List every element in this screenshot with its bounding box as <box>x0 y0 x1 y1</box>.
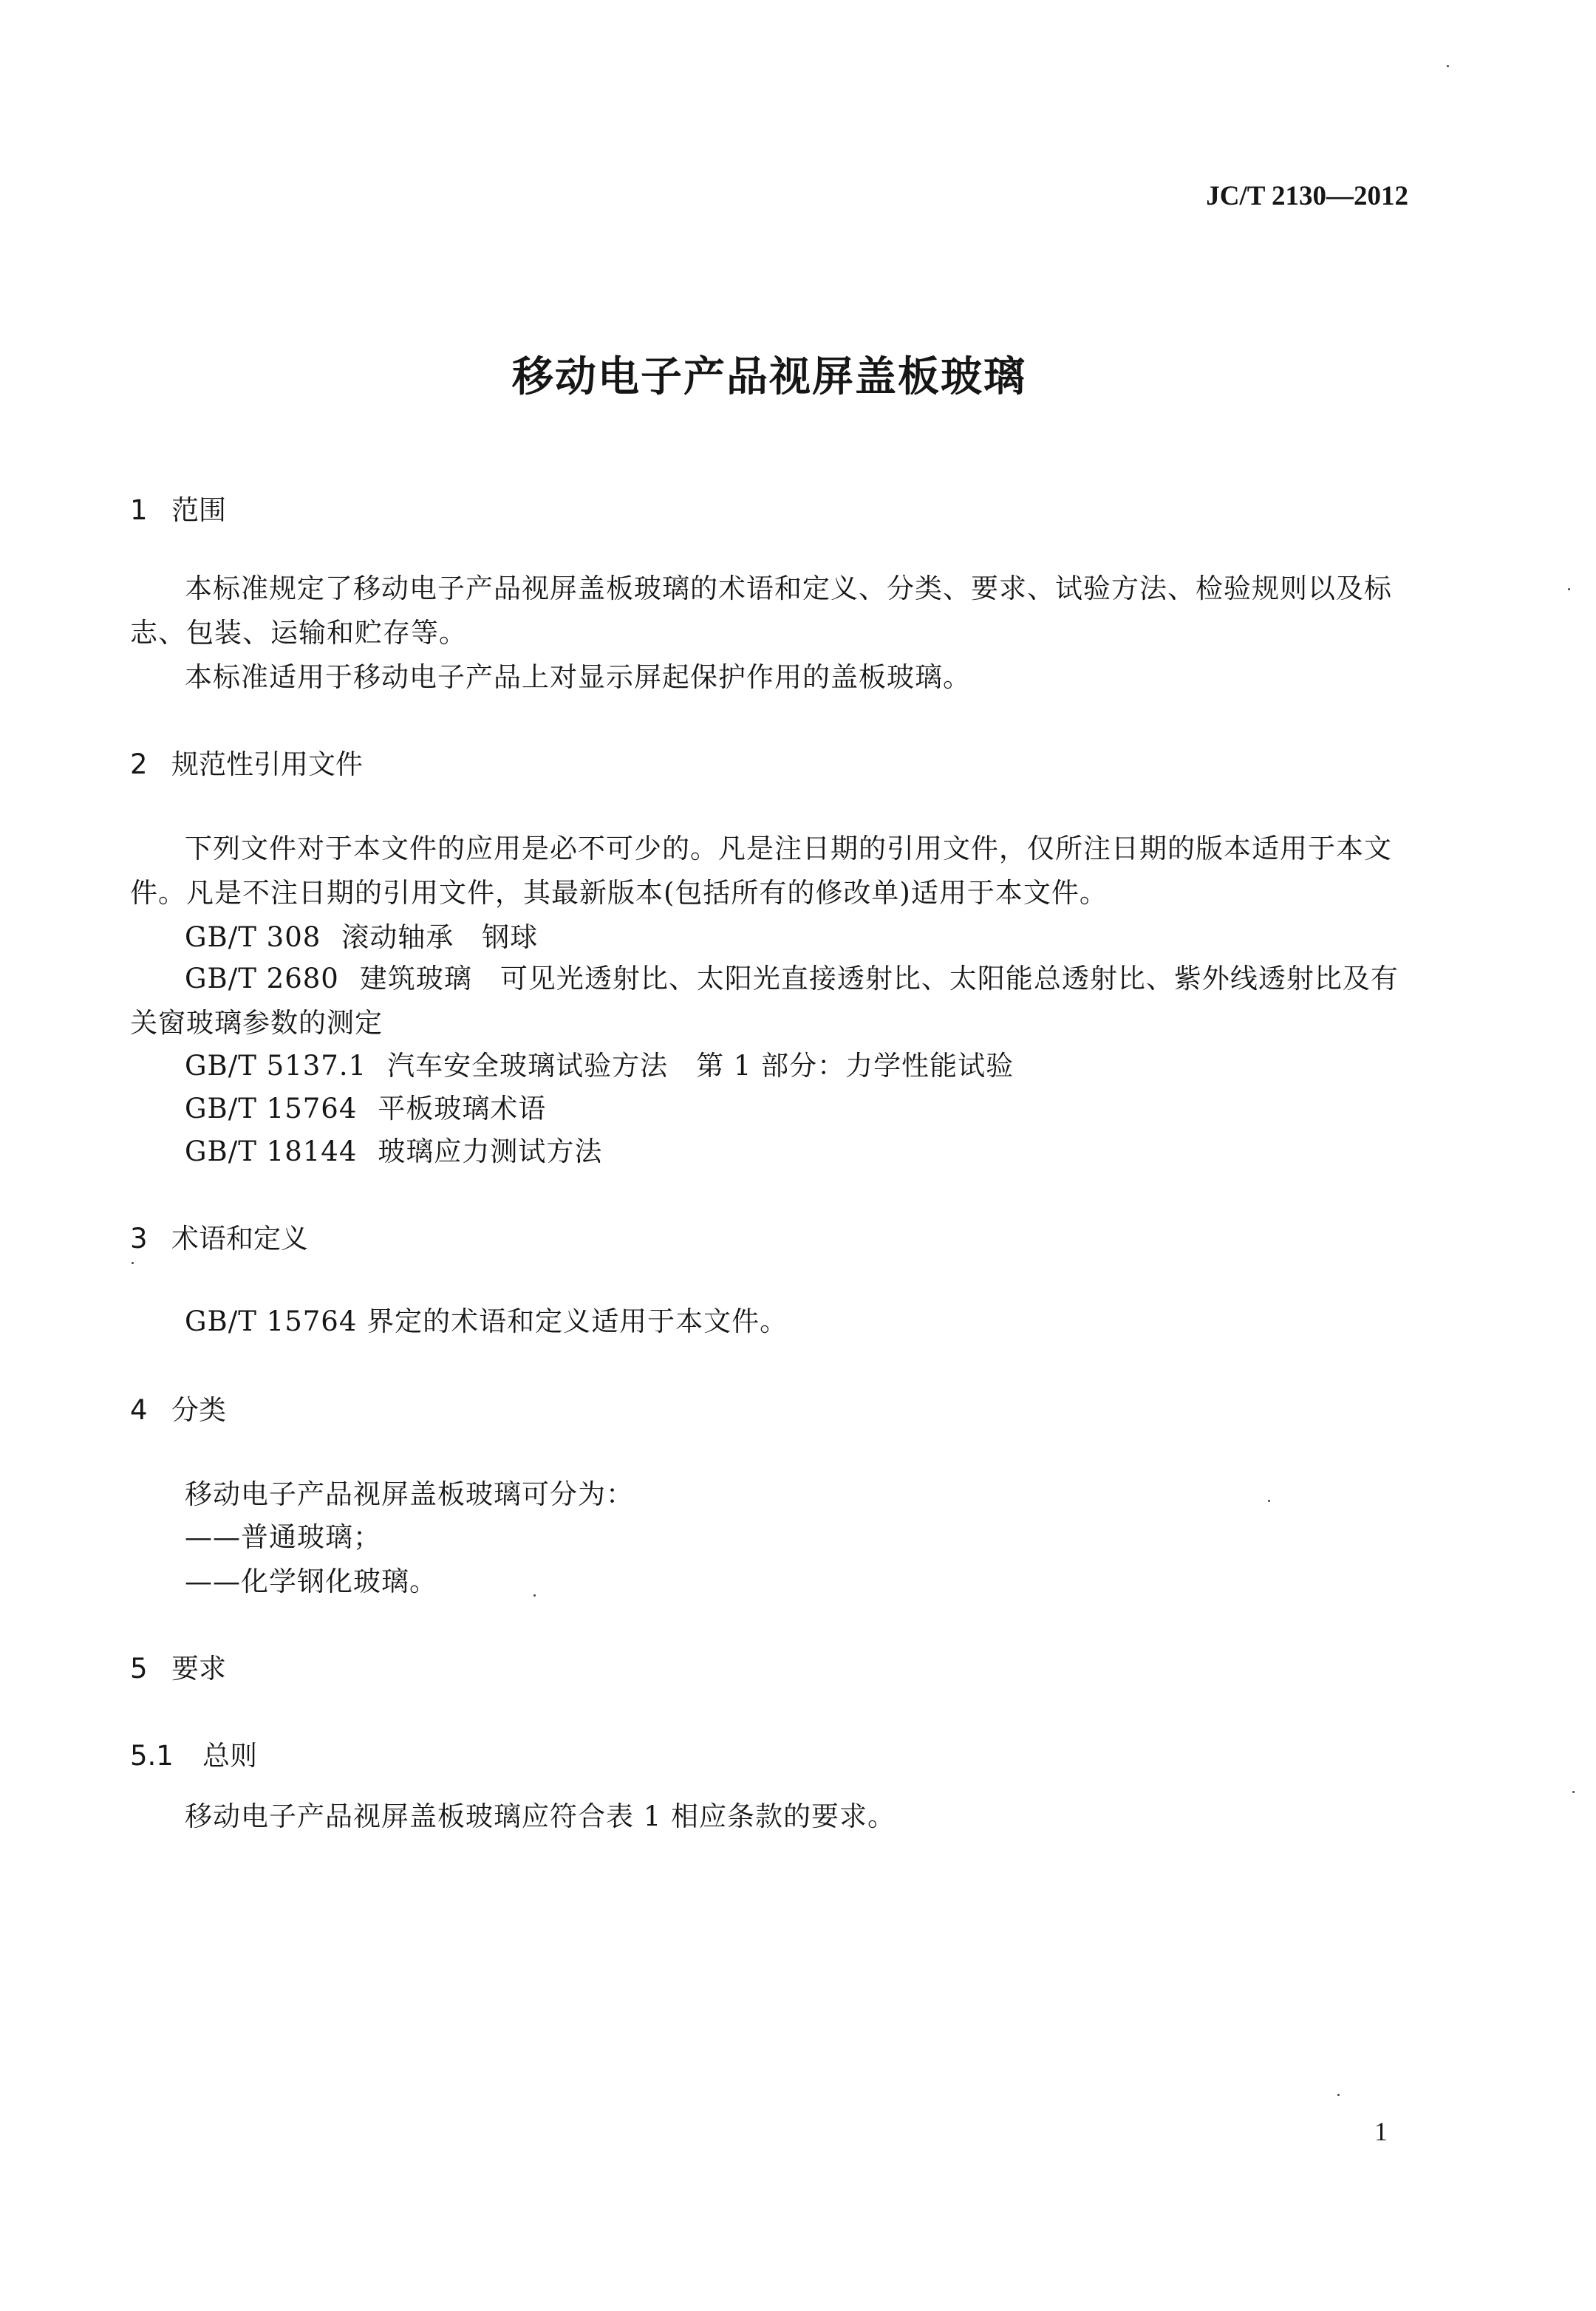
section-title: 规范性引用文件 <box>171 748 363 780</box>
reference-title: 建筑玻璃 可见光透射比、太阳光直接透射比、太阳能总透射比、紫外线透射比及有 <box>359 963 1399 994</box>
reference-title-continued: 关窗玻璃参数的测定 <box>130 1007 383 1039</box>
reference-title: 滚动轴承 钢球 <box>341 921 539 953</box>
document-title: 移动电子产品视屏盖板玻璃 <box>512 353 1026 401</box>
paragraph: 本标准规定了移动电子产品视屏盖板玻璃的术语和定义、分类、要求、试验方法、检验规则以及标 <box>185 573 1392 604</box>
list-item: ——普通玻璃； <box>185 1521 381 1553</box>
section-title: 术语和定义 <box>171 1223 308 1255</box>
reference-item <box>185 1129 602 1169</box>
paragraph: 志、包装、运输和贮存等。 <box>130 617 467 649</box>
section-number: 1 <box>130 494 148 526</box>
reference-item <box>185 956 1399 996</box>
paragraph: 件。凡是不注日期的引用文件，其最新版本(包括所有的修改单)适用于本文件。 <box>130 877 1108 909</box>
scan-speck <box>1337 2094 1340 2096</box>
section-heading-terms <box>130 1216 308 1256</box>
list-item: ——化学钢化玻璃。 <box>185 1566 437 1597</box>
paragraph: GB/T 15764 界定的术语和定义适用于本文件。 <box>185 1305 788 1337</box>
section-heading-requirements <box>130 1646 226 1686</box>
page-number: 1 <box>1374 2117 1388 2146</box>
reference-code: GB/T 308 <box>185 921 321 953</box>
subsection-title: 总则 <box>202 1740 257 1772</box>
scan-speck <box>1268 1500 1270 1502</box>
scan-speck <box>132 1262 134 1264</box>
scan-speck <box>533 1594 536 1597</box>
reference-code: GB/T 15764 <box>185 1093 358 1124</box>
reference-title: 汽车安全玻璃试验方法 第 1 部分：力学性能试验 <box>387 1050 1014 1082</box>
scan-speck <box>1572 1791 1575 1793</box>
paragraph: 移动电子产品视屏盖板玻璃可分为： <box>185 1478 634 1510</box>
section-title: 分类 <box>171 1394 226 1426</box>
paragraph: 移动电子产品视屏盖板玻璃应符合表 1 相应条款的要求。 <box>185 1800 896 1832</box>
section-number: 2 <box>130 748 148 780</box>
scan-speck <box>1447 65 1449 67</box>
reference-code: GB/T 18144 <box>185 1136 358 1167</box>
section-number: 3 <box>130 1223 148 1255</box>
paragraph: 本标准适用于移动电子产品上对显示屏起保护作用的盖板玻璃。 <box>185 661 971 693</box>
scan-speck <box>1568 588 1570 590</box>
section-heading-classification <box>130 1387 226 1427</box>
section-title: 范围 <box>171 494 226 526</box>
subsection-heading-general <box>130 1733 257 1773</box>
paragraph: 下列文件对于本文件的应用是必不可少的。凡是注日期的引用文件，仅所注日期的版本适用于本文 <box>185 833 1392 864</box>
section-number: 5 <box>130 1653 148 1684</box>
reference-item <box>185 1086 546 1126</box>
reference-item <box>185 1043 1014 1083</box>
reference-title: 玻璃应力测试方法 <box>378 1136 603 1167</box>
section-title: 要求 <box>171 1653 226 1684</box>
reference-title: 平板玻璃术语 <box>378 1093 547 1124</box>
reference-item <box>185 915 538 955</box>
section-heading-scope <box>130 488 226 528</box>
reference-code: GB/T 2680 <box>185 963 339 994</box>
section-heading-normative-references <box>130 742 363 782</box>
reference-code: GB/T 5137.1 <box>185 1050 367 1082</box>
section-number: 4 <box>130 1394 148 1426</box>
subsection-number: 5.1 <box>130 1740 174 1772</box>
standard-code: JC/T 2130—2012 <box>1206 181 1408 211</box>
